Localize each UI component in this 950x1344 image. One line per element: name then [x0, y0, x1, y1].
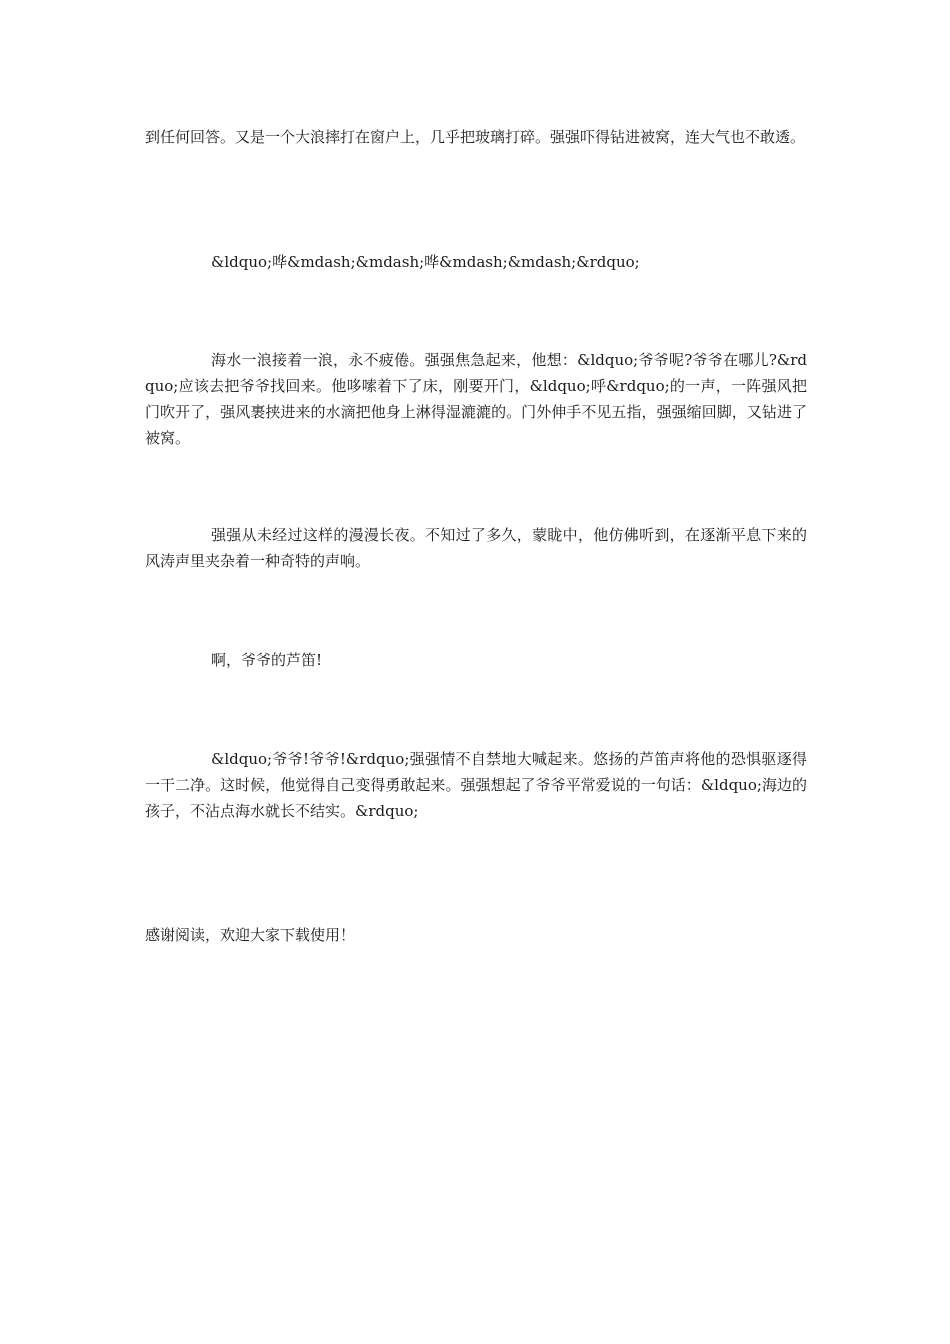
paragraph-brave: &ldquo;爷爷!爷爷!&rdquo;强强情不自禁地大喊起来。悠扬的芦笛声将他的恐惧驱逐得一干二净。这时候，他觉得自己变得勇敢起来。强强想起了爷爷平常爱说的一句话：&ldquo;海边的孩子，不沾点海水就长不结实。&rdquo; — [145, 750, 807, 820]
paragraph-wave-sound: &ldquo;哗&mdash;&mdash;哗&mdash;&mdash;&rdquo; — [211, 253, 640, 271]
paragraph-long-night: 强强从未经过这样的漫漫长夜。不知过了多久，蒙眬中，他仿佛听到，在逐渐平息下来的风涛声里夹杂着一种奇特的声响。 — [145, 526, 807, 570]
paragraph-continuation: 到任何回答。又是一个大浪摔打在窗户上，几乎把玻璃打碎。强强吓得钻进被窝，连大气也不敢透。 — [145, 128, 806, 146]
closing-note: 感谢阅读，欢迎大家下载使用！ — [145, 926, 356, 944]
paragraph-grandpa-search: 海水一浪接着一浪，永不疲倦。强强焦急起来，他想：&ldquo;爷爷呢?爷爷在哪儿?&rdquo;应该去把爷爷找回来。他哆嗦着下了床，刚要开门，&ldquo;呼&rdquo;的一声，一阵强风把门吹开了，强风裹挟进来的水滴把他身上淋得湿漉漉的。门外伸手不见五指，强强缩回脚，又钻进了被窝。 — [145, 351, 807, 447]
paragraph-reed-flute: 啊，爷爷的芦笛! — [211, 651, 323, 669]
